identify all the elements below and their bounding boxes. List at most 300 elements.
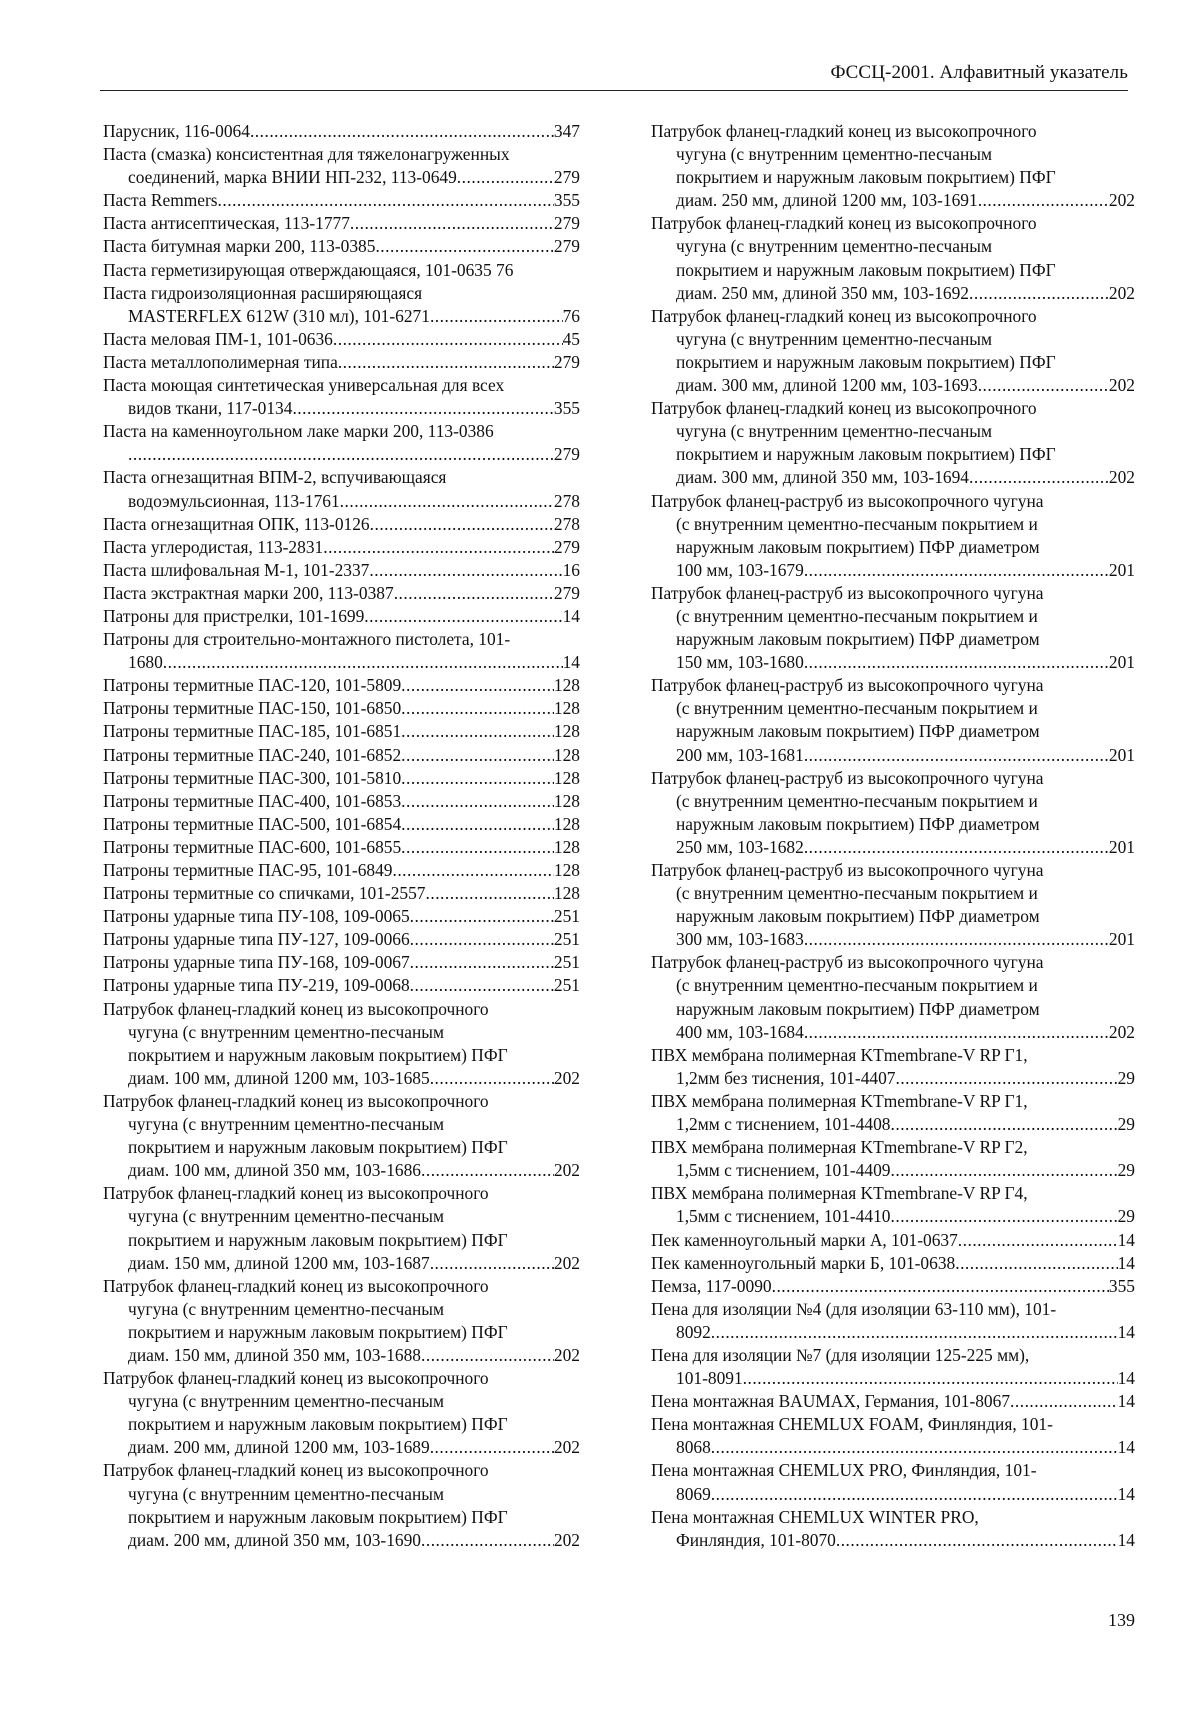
entry-page-ref: 202	[1108, 375, 1135, 396]
entry-line	[103, 813, 580, 836]
entry-line: чугуна (с внутренним цементно-песчаным	[128, 1114, 444, 1135]
entry-line	[651, 466, 1135, 489]
entry-line	[103, 235, 580, 258]
leader-dots	[375, 235, 553, 258]
entry-text: 1,5мм с тиснением, 101-4410	[676, 1206, 891, 1227]
entry-line	[103, 351, 580, 374]
index-entry	[651, 1275, 1135, 1298]
entry-line	[651, 189, 1135, 212]
entry-line: покрытием и наружным лаковым покрытием) ПФГ	[676, 167, 1056, 188]
index-entry	[651, 582, 1135, 674]
running-header	[100, 62, 1128, 91]
leader-dots	[421, 1344, 554, 1367]
leader-dots	[891, 1205, 1118, 1228]
entry-line	[103, 651, 580, 674]
entry-page-ref: 202	[553, 1344, 580, 1365]
entry-line	[651, 1205, 1135, 1228]
entry-line	[651, 1529, 1135, 1552]
entry-line	[651, 1113, 1135, 1136]
leader-dots	[350, 212, 554, 235]
index-entry	[103, 1367, 580, 1459]
entry-line: Пена монтажная CHEMLUX WINTER PRO,	[651, 1506, 979, 1527]
entry-page-ref: 202	[1108, 1021, 1135, 1042]
entry-page-ref: 128	[553, 744, 580, 765]
leader-dots	[804, 836, 1109, 859]
entry-page-ref: 202	[553, 1067, 580, 1088]
entry-page-ref: 201	[1108, 744, 1135, 765]
entry-line	[103, 1436, 580, 1459]
entry-line: покрытием и наружным лаковым покрытием) ПФГ	[676, 259, 1056, 280]
index-entry	[103, 928, 580, 951]
entry-page-ref: 29	[1117, 1160, 1135, 1181]
entry-line: Патрубок фланец-гладкий конец из высокопрочного	[103, 1368, 489, 1389]
entry-text: Пена монтажная BAUMAX, Германия, 101-8067	[651, 1391, 1011, 1412]
entry-line: наружным лаковым покрытием) ПФР диаметром	[676, 906, 1040, 927]
entry-text: Парусник, 116-0064	[103, 121, 250, 141]
leader-dots	[711, 1483, 1118, 1506]
entry-page-ref: 128	[553, 790, 580, 811]
index-entry	[651, 1459, 1135, 1505]
index-entry	[103, 767, 580, 790]
entry-line	[103, 536, 580, 559]
entry-text: 8068	[676, 1437, 711, 1458]
index-entry	[103, 466, 580, 512]
entry-text: диам. 150 мм, длиной 350 мм, 103-1688	[128, 1344, 421, 1365]
entry-line: Паста на каменноугольном лаке марки 200, 113-0386	[103, 421, 494, 442]
leader-dots	[969, 282, 1109, 305]
entry-line: ПВХ мембрана полимерная KTmembrane-V RP Г1,	[651, 1090, 1028, 1111]
entry-text: Патроны термитные ПАС-500, 101-6854	[103, 813, 402, 834]
leader-dots	[369, 559, 562, 582]
entry-text: Пек каменноугольный марки А, 101-0637	[651, 1229, 958, 1250]
leader-dots	[218, 189, 554, 212]
leader-dots	[401, 697, 554, 720]
entry-text: диам. 100 мм, длиной 350 мм, 103-1686	[128, 1160, 421, 1181]
entry-line	[103, 166, 580, 189]
entry-line	[651, 928, 1135, 951]
entry-line	[103, 559, 580, 582]
index-entry	[103, 744, 580, 767]
leader-dots	[292, 397, 553, 420]
entry-line: Пена монтажная CHEMLUX FOAM, Финляндия, 101-	[651, 1414, 1053, 1435]
leader-dots	[804, 744, 1109, 767]
index-entry	[651, 767, 1135, 859]
entry-page-ref: 76	[562, 305, 580, 326]
leader-dots	[978, 189, 1109, 212]
leader-dots	[426, 882, 554, 905]
index-entry	[103, 998, 580, 1090]
leader-dots	[895, 1067, 1117, 1090]
entry-page-ref: 29	[1117, 1067, 1135, 1088]
entry-text: Патроны термитные ПАС-95, 101-6849	[103, 860, 393, 880]
index-entry	[103, 813, 580, 836]
leader-dots	[394, 582, 554, 605]
leader-dots	[364, 605, 562, 628]
entry-text: водоэмульсионная, 113-1761	[128, 490, 340, 511]
entry-text: 400 мм, 103-1684	[676, 1021, 804, 1042]
leader-dots	[370, 513, 554, 536]
entry-page-ref: 14	[1117, 1229, 1135, 1250]
entry-line: Патрубок фланец-раструб из высокопрочного чугуна	[651, 490, 1044, 511]
entry-page-ref: 128	[553, 698, 580, 719]
entry-line	[651, 1321, 1135, 1344]
entry-line: Патрубок фланец-гладкий конец из высокопрочного	[651, 213, 1037, 234]
index-entry	[651, 1090, 1135, 1136]
index-entry	[103, 536, 580, 559]
entry-text: 8092	[676, 1321, 711, 1342]
index-entry	[103, 605, 580, 628]
entry-page-ref: 128	[553, 721, 580, 742]
entry-text: диам. 100 мм, длиной 1200 мм, 103-1685	[128, 1067, 430, 1088]
entry-line: Патрубок фланец-раструб из высокопрочного чугуна	[651, 582, 1044, 603]
leader-dots	[804, 1021, 1109, 1044]
index-entry	[651, 397, 1135, 489]
entry-page-ref: 14	[562, 605, 580, 626]
index-entry	[103, 974, 580, 997]
entry-line: чугуна (с внутренним цементно-песчаным	[676, 328, 992, 349]
index-entry	[103, 559, 580, 582]
leader-dots	[978, 374, 1109, 397]
entry-line	[103, 836, 580, 859]
entry-page-ref: 45	[562, 328, 580, 349]
entry-line	[651, 1021, 1135, 1044]
entry-line	[103, 189, 580, 212]
entry-line: Пена монтажная CHEMLUX PRO, Финляндия, 101-	[651, 1460, 1037, 1481]
leader-dots	[340, 490, 554, 513]
entry-line: наружным лаковым покрытием) ПФР диаметром	[676, 629, 1040, 650]
entry-line: покрытием и наружным лаковым покрытием) ПФГ	[128, 1229, 508, 1250]
entry-line: покрытием и наружным лаковым покрытием) ПФГ	[676, 351, 1056, 372]
entry-text: диам. 250 мм, длиной 1200 мм, 103-1691	[676, 190, 978, 211]
leader-dots	[457, 166, 554, 189]
entry-text: 150 мм, 103-1680	[676, 652, 804, 673]
entry-page-ref: 29	[1117, 1206, 1135, 1227]
entry-line: Патрубок фланец-раструб из высокопрочного чугуна	[651, 767, 1044, 788]
entry-text: Патроны термитные ПАС-300, 101-5810	[103, 767, 402, 788]
entry-text: 1680	[128, 652, 163, 673]
entry-line: ПВХ мембрана полимерная KTmembrane-V RP Г2,	[651, 1137, 1028, 1158]
entry-line: Патрубок фланец-раструб из высокопрочного чугуна	[651, 860, 1044, 880]
entry-text: Патроны термитные ПАС-600, 101-6855	[103, 836, 402, 857]
index-entry	[651, 1413, 1135, 1459]
leader-dots	[410, 974, 554, 997]
entry-line	[651, 1390, 1135, 1413]
entry-line	[103, 1344, 580, 1367]
entry-text: 1,5мм с тиснением, 101-4409	[676, 1160, 891, 1181]
entry-page-ref: 202	[1108, 190, 1135, 211]
entry-line: наружным лаковым покрытием) ПФР диаметром	[676, 998, 1040, 1019]
entry-line	[103, 928, 580, 951]
entry-page-ref: 279	[553, 213, 580, 234]
index-entry	[103, 143, 580, 189]
entry-page-ref: 128	[553, 836, 580, 857]
leader-dots	[430, 1436, 554, 1459]
leader-dots	[711, 1436, 1118, 1459]
entry-page-ref: 279	[553, 444, 580, 465]
entry-line	[103, 513, 580, 536]
index-entry	[103, 374, 580, 420]
leader-dots	[836, 1529, 1118, 1552]
entry-page-ref: 278	[553, 490, 580, 511]
entry-line: (с внутренним цементно-песчаным покрытием и	[676, 605, 1038, 626]
leader-dots	[1010, 1390, 1118, 1413]
entry-page-ref: 14	[1117, 1391, 1135, 1412]
entry-text: 101-8091	[676, 1368, 743, 1389]
entry-line: Паста (смазка) консистентная для тяжелонагруженных	[103, 144, 510, 165]
entry-page-ref: 201	[1108, 929, 1135, 950]
index-entry	[651, 212, 1135, 304]
index-entry	[103, 1275, 580, 1367]
entry-page-ref: 347	[553, 121, 580, 141]
index-entry	[103, 1459, 580, 1551]
entry-line: (с внутренним цементно-песчаным покрытием и	[676, 790, 1038, 811]
entry-line	[651, 1067, 1135, 1090]
entry-text: Патроны термитные ПАС-240, 101-6852	[103, 744, 402, 765]
entry-text: диам. 250 мм, длиной 350 мм, 103-1692	[676, 282, 969, 303]
entry-page-ref: 14	[1117, 1368, 1135, 1389]
entry-text: 1,2мм с тиснением, 101-4408	[676, 1114, 891, 1135]
entry-line	[103, 905, 580, 928]
entry-line	[103, 744, 580, 767]
entry-page-ref: 251	[553, 906, 580, 927]
entry-line	[651, 282, 1135, 305]
entry-line	[103, 328, 580, 351]
entry-line: (с внутренним цементно-песчаным покрытием и	[676, 698, 1038, 719]
index-entry	[103, 905, 580, 928]
entry-page-ref: 128	[553, 860, 580, 880]
entry-line: чугуна (с внутренним цементно-песчаным	[128, 1391, 444, 1412]
entry-line: чугуна (с внутренним цементно-песчаным	[128, 1206, 444, 1227]
index-entry	[103, 790, 580, 813]
entry-line: Патрубок фланец-гладкий конец из высокопрочного	[103, 1090, 489, 1111]
index-entry	[103, 859, 580, 882]
entry-text: Патроны ударные типа ПУ-168, 109-0067	[103, 952, 410, 973]
leader-dots	[410, 928, 554, 951]
leader-dots	[430, 305, 563, 328]
index-entry	[651, 859, 1135, 951]
entry-line: Патрубок фланец-гладкий конец из высокопрочного	[103, 1275, 489, 1296]
entry-line: покрытием и наружным лаковым покрытием) ПФГ	[128, 1321, 508, 1342]
index-entry	[651, 1044, 1135, 1090]
leader-dots	[401, 744, 554, 767]
entry-page-ref: 202	[553, 1252, 580, 1273]
index-entry	[651, 1229, 1135, 1252]
entry-line	[651, 374, 1135, 397]
entry-page-ref: 29	[1117, 1114, 1135, 1135]
index-entry	[103, 351, 580, 374]
index-entry	[103, 1090, 580, 1182]
entry-text: Патроны для пристрелки, 101-1699	[103, 605, 365, 626]
entry-text: 200 мм, 103-1681	[676, 744, 804, 765]
entry-text: диам. 200 мм, длиной 350 мм, 103-1690	[128, 1529, 421, 1550]
entry-line: (с внутренним цементно-песчаным покрытием и	[676, 883, 1038, 904]
entry-line	[103, 767, 580, 790]
entry-page-ref: 202	[1108, 282, 1135, 303]
leader-dots	[401, 813, 554, 836]
entry-line	[103, 605, 580, 628]
entry-line: покрытием и наружным лаковым покрытием) ПФГ	[128, 1137, 508, 1158]
entry-text: 250 мм, 103-1682	[676, 836, 804, 857]
leader-dots	[250, 120, 554, 143]
index-entry	[651, 1136, 1135, 1182]
entry-line	[651, 1483, 1135, 1506]
entry-text: Патроны ударные типа ПУ-108, 109-0065	[103, 906, 410, 927]
entry-page-ref: 14	[1117, 1252, 1135, 1273]
entry-text: Патроны ударные типа ПУ-127, 109-0066	[103, 929, 410, 950]
entry-page-ref: 355	[553, 398, 580, 419]
index-entry	[103, 328, 580, 351]
entry-line: чугуна (с внутренним цементно-песчаным	[128, 1298, 444, 1319]
leader-dots	[410, 951, 554, 974]
entry-text: Паста меловая ПМ-1, 101-0636	[103, 328, 333, 349]
entry-text: Пемза, 117-0090	[651, 1275, 772, 1296]
index-entry	[103, 882, 580, 905]
index-entry	[651, 1390, 1135, 1413]
entry-line	[103, 120, 580, 143]
entry-page-ref: 251	[553, 952, 580, 973]
entry-line	[103, 1529, 580, 1552]
entry-text: Патроны термитные ПАС-185, 101-6851	[103, 721, 402, 742]
index-entry	[651, 951, 1135, 1043]
leader-dots	[128, 443, 554, 466]
index-entry	[103, 212, 580, 235]
leader-dots	[891, 1113, 1118, 1136]
entry-line	[651, 1252, 1135, 1275]
leader-dots	[323, 536, 554, 559]
entry-line: чугуна (с внутренним цементно-песчаным	[676, 236, 992, 257]
entry-line	[103, 443, 580, 466]
entry-line: Пена для изоляции №4 (для изоляции 63-110 мм), 101-	[651, 1298, 1057, 1319]
index-column-left	[103, 120, 580, 1552]
entry-line: Пена для изоляции №7 (для изоляции 125-225 мм),	[651, 1344, 1030, 1365]
entry-line: Паста огнезащитная ВПМ-2, вспучивающаяся	[103, 467, 447, 488]
entry-line	[103, 490, 580, 513]
entry-page-ref: 128	[553, 767, 580, 788]
entry-line: Патрубок фланец-гладкий конец из высокопрочного	[103, 1183, 489, 1204]
index-entry	[651, 1252, 1135, 1275]
entry-line	[103, 582, 580, 605]
entry-page-ref: 279	[553, 351, 580, 372]
entry-page-ref: 279	[553, 167, 580, 188]
entry-text: Патроны термитные ПАС-150, 101-6850	[103, 698, 402, 719]
entry-line	[103, 305, 580, 328]
entry-line	[651, 1159, 1135, 1182]
entry-line	[651, 1229, 1135, 1252]
entry-text: Патроны термитные ПАС-400, 101-6853	[103, 790, 402, 811]
entry-page-ref: 279	[553, 536, 580, 557]
index-entry	[103, 720, 580, 743]
entry-text: Паста углеродистая, 113-2831	[103, 536, 324, 557]
entry-page-ref: 201	[1108, 652, 1135, 673]
entry-line: чугуна (с внутренним цементно-песчаным	[128, 1021, 444, 1042]
leader-dots	[958, 1229, 1118, 1252]
entry-line: наружным лаковым покрытием) ПФР диаметром	[676, 721, 1040, 742]
entry-line: наружным лаковым покрытием) ПФР диаметром	[676, 536, 1040, 557]
index-entry	[103, 259, 580, 282]
entry-page-ref: 128	[553, 813, 580, 834]
entry-line: Паста гидроизоляционная расширяющаяся	[103, 282, 423, 303]
entry-text: Паста экстрактная марки 200, 113-0387	[103, 582, 394, 603]
entry-line	[651, 836, 1135, 859]
leader-dots	[430, 1067, 554, 1090]
leader-dots	[338, 351, 554, 374]
entry-text: диам. 300 мм, длиной 1200 мм, 103-1693	[676, 375, 978, 396]
leader-dots	[772, 1275, 1109, 1298]
entry-line	[651, 744, 1135, 767]
leader-dots	[421, 1529, 554, 1552]
entry-text: соединений, марка ВНИИ НП-232, 113-0649	[128, 167, 457, 188]
header-title: ФССЦ-2001. Алфавитный указатель	[830, 62, 1128, 83]
entry-line: чугуна (с внутренним цементно-песчаным	[676, 144, 992, 165]
entry-page-ref: 202	[553, 1529, 580, 1550]
entry-text: Паста шлифовальная М-1, 101-2337	[103, 559, 370, 580]
entry-page-ref: 16	[562, 559, 580, 580]
entry-page-ref: 128	[553, 883, 580, 904]
entry-line: Патрубок фланец-гладкий конец из высокопрочного	[651, 121, 1037, 141]
entry-text: Паста Remmers	[103, 190, 218, 211]
entry-line	[103, 951, 580, 974]
leader-dots	[743, 1367, 1118, 1390]
entry-text: видов ткани, 117-0134	[128, 398, 293, 419]
entry-text: Финляндия, 101-8070	[676, 1529, 836, 1550]
leader-dots	[333, 328, 563, 351]
entry-page-ref: 14	[562, 652, 580, 673]
index-entry	[651, 1506, 1135, 1552]
entry-page-ref: 128	[553, 675, 580, 696]
leader-dots	[410, 905, 554, 928]
entry-line: Патрубок фланец-раструб из высокопрочного чугуна	[651, 952, 1044, 973]
entry-text: Пек каменноугольный марки Б, 101-0638	[651, 1252, 956, 1273]
leader-dots	[804, 651, 1109, 674]
entry-line: чугуна (с внутренним цементно-песчаным	[128, 1483, 444, 1504]
entry-text: Патроны термитные со спичками, 101-2557	[103, 883, 426, 904]
entry-text: 100 мм, 103-1679	[676, 559, 804, 580]
entry-line: Паста герметизирующая отверждающаяся, 101-0635 76	[103, 259, 514, 280]
entry-page-ref: 278	[553, 513, 580, 534]
entry-page-ref: 279	[553, 582, 580, 603]
entry-text: MASTERFLEX 612W (310 мл), 101-6271	[128, 305, 430, 326]
entry-line: покрытием и наружным лаковым покрытием) ПФГ	[128, 1044, 508, 1065]
page-number: 139	[1108, 1610, 1135, 1630]
entry-line: ПВХ мембрана полимерная KTmembrane-V RP Г4,	[651, 1183, 1028, 1204]
entry-line	[651, 559, 1135, 582]
entry-text: 1,2мм без тиснения, 101-4407	[676, 1067, 896, 1088]
entry-line: ПВХ мембрана полимерная KTmembrane-V RP Г1,	[651, 1044, 1028, 1065]
entry-line	[103, 859, 580, 882]
entry-text: Паста огнезащитная ОПК, 113-0126	[103, 513, 370, 534]
entry-line	[103, 212, 580, 235]
leader-dots	[401, 674, 554, 697]
entry-line	[103, 674, 580, 697]
entry-line: (с внутренним цементно-песчаным покрытием и	[676, 513, 1038, 534]
leader-dots	[392, 859, 553, 882]
index-entry	[651, 120, 1135, 212]
leader-dots	[955, 1252, 1117, 1275]
entry-line	[651, 651, 1135, 674]
index-entry	[103, 1182, 580, 1274]
leader-dots	[163, 651, 563, 674]
entry-line	[103, 882, 580, 905]
index-entry	[651, 674, 1135, 766]
entry-page-ref: 279	[553, 236, 580, 257]
leader-dots	[804, 559, 1109, 582]
entry-line	[103, 720, 580, 743]
leader-dots	[421, 1159, 554, 1182]
leader-dots	[401, 720, 554, 743]
index-entry	[103, 420, 580, 466]
entry-page-ref: 202	[553, 1437, 580, 1458]
entry-text: 8069	[676, 1483, 711, 1504]
